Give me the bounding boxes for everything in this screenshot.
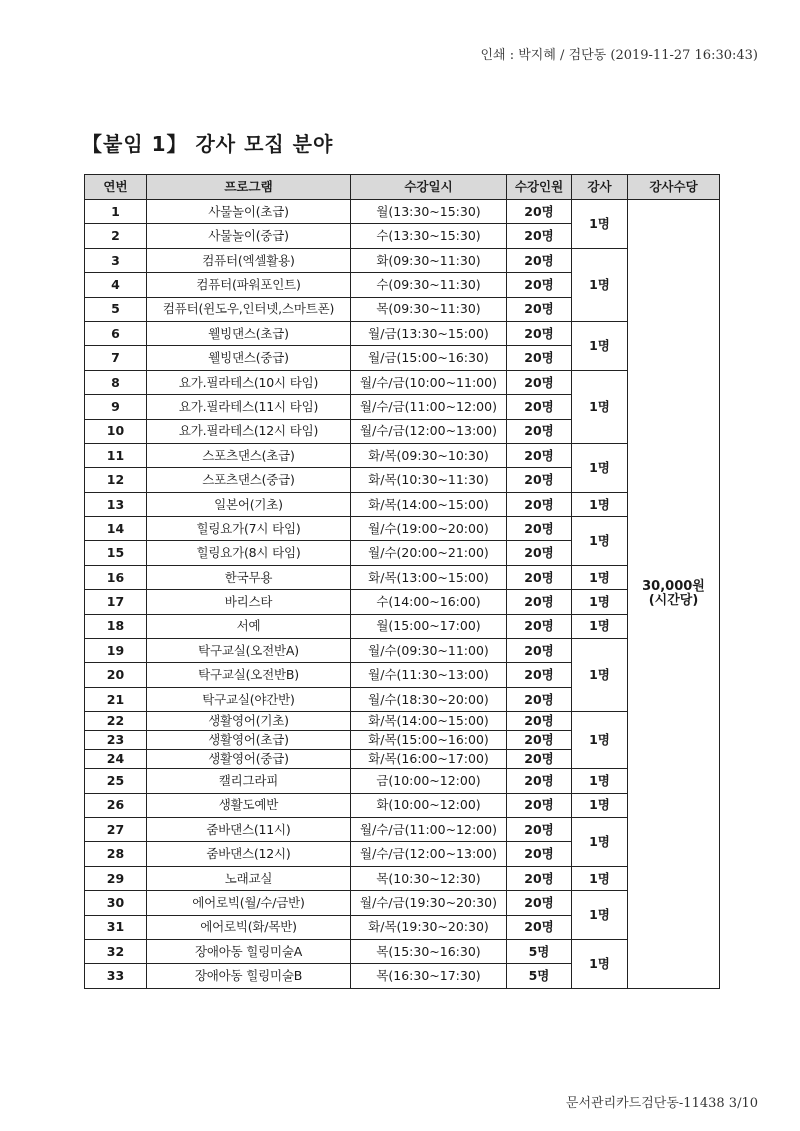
schedule-cell: 월/수(11:30~13:00) [351, 663, 507, 687]
schedule-cell: 화/목(09:30~10:30) [351, 443, 507, 467]
program-cell: 웰빙댄스(초급) [147, 321, 351, 345]
instructor-count-cell: 1명 [572, 614, 628, 638]
program-cell: 요가.필라테스(12시 타임) [147, 419, 351, 443]
program-cell: 힐링요가(8시 타임) [147, 541, 351, 565]
schedule-cell: 월/수/금(10:00~11:00) [351, 370, 507, 394]
table-header-row [85, 175, 720, 200]
schedule-cell: 월/수/금(19:30~20:30) [351, 891, 507, 915]
instructor-count-cell: 1명 [572, 866, 628, 890]
schedule-cell: 월/수(18:30~20:00) [351, 687, 507, 711]
row-number-cell: 12 [85, 468, 147, 492]
program-cell: 요가.필라테스(10시 타임) [147, 370, 351, 394]
program-cell: 생활도예반 [147, 793, 351, 817]
capacity-cell: 20명 [507, 517, 572, 541]
row-number-cell: 24 [85, 750, 147, 769]
instructor-count-cell: 1명 [572, 793, 628, 817]
program-cell: 컴퓨터(윈도우,인터넷,스마트폰) [147, 297, 351, 321]
capacity-cell: 20명 [507, 492, 572, 516]
schedule-cell: 수(14:00~16:00) [351, 590, 507, 614]
capacity-cell: 20명 [507, 769, 572, 793]
capacity-cell: 20명 [507, 224, 572, 248]
schedule-cell: 화/목(14:00~15:00) [351, 492, 507, 516]
row-number-cell: 14 [85, 517, 147, 541]
program-cell: 캘리그라피 [147, 769, 351, 793]
table-row [85, 517, 720, 541]
table-body [85, 200, 720, 989]
row-number-cell: 13 [85, 492, 147, 516]
instructor-count-cell: 1명 [572, 590, 628, 614]
capacity-cell: 20명 [507, 200, 572, 224]
capacity-cell: 20명 [507, 370, 572, 394]
program-cell: 컴퓨터(엑셀활용) [147, 248, 351, 272]
table-row [85, 639, 720, 663]
row-number-cell: 30 [85, 891, 147, 915]
header-schedule: 수강일시 [351, 175, 507, 200]
schedule-cell: 월(13:30~15:30) [351, 200, 507, 224]
table-row [85, 248, 720, 272]
capacity-cell: 20명 [507, 817, 572, 841]
row-number-cell: 10 [85, 419, 147, 443]
row-number-cell: 33 [85, 964, 147, 988]
program-cell: 생활영어(중급) [147, 750, 351, 769]
schedule-cell: 화/목(14:00~15:00) [351, 712, 507, 731]
schedule-cell: 월/수/금(12:00~13:00) [351, 842, 507, 866]
row-number-cell: 4 [85, 273, 147, 297]
header-instructor: 강사 [572, 175, 628, 200]
program-cell: 웰빙댄스(중급) [147, 346, 351, 370]
schedule-cell: 월/수(09:30~11:00) [351, 639, 507, 663]
schedule-cell: 수(13:30~15:30) [351, 224, 507, 248]
program-cell: 에어로빅(화/목반) [147, 915, 351, 939]
schedule-cell: 월/수/금(12:00~13:00) [351, 419, 507, 443]
header-program: 프로그램 [147, 175, 351, 200]
instructor-count-cell: 1명 [572, 565, 628, 589]
program-cell: 에어로빅(월/수/금반) [147, 891, 351, 915]
schedule-cell: 목(10:30~12:30) [351, 866, 507, 890]
schedule-cell: 목(16:30~17:30) [351, 964, 507, 988]
header-no: 연번 [85, 175, 147, 200]
program-cell: 탁구교실(오전반B) [147, 663, 351, 687]
capacity-cell: 20명 [507, 866, 572, 890]
table-row [85, 370, 720, 394]
schedule-cell: 월/금(13:30~15:00) [351, 321, 507, 345]
row-number-cell: 22 [85, 712, 147, 731]
capacity-cell: 20명 [507, 891, 572, 915]
schedule-cell: 화/목(10:30~11:30) [351, 468, 507, 492]
table-row [85, 565, 720, 589]
row-number-cell: 11 [85, 443, 147, 467]
instructor-count-cell: 1명 [572, 769, 628, 793]
instructor-count-cell: 1명 [572, 248, 628, 321]
schedule-cell: 수(09:30~11:30) [351, 273, 507, 297]
table-row [85, 321, 720, 345]
capacity-cell: 20명 [507, 712, 572, 731]
program-cell: 장애아동 힐링미술B [147, 964, 351, 988]
recruitment-table [84, 174, 720, 989]
program-cell: 생활영어(기초) [147, 712, 351, 731]
program-cell: 줌바댄스(11시) [147, 817, 351, 841]
schedule-cell: 월/수(19:00~20:00) [351, 517, 507, 541]
schedule-cell: 화(09:30~11:30) [351, 248, 507, 272]
table-row [85, 443, 720, 467]
capacity-cell: 20명 [507, 273, 572, 297]
table-row [85, 200, 720, 224]
header-fee: 강사수당 [628, 175, 720, 200]
schedule-cell: 월(15:00~17:00) [351, 614, 507, 638]
instructor-count-cell: 1명 [572, 891, 628, 940]
table-row [85, 590, 720, 614]
program-cell: 컴퓨터(파워포인트) [147, 273, 351, 297]
capacity-cell: 20명 [507, 915, 572, 939]
schedule-cell: 금(10:00~12:00) [351, 769, 507, 793]
table-row [85, 492, 720, 516]
capacity-cell: 20명 [507, 842, 572, 866]
program-cell: 사물놀이(초급) [147, 200, 351, 224]
row-number-cell: 20 [85, 663, 147, 687]
program-cell: 한국무용 [147, 565, 351, 589]
capacity-cell: 20명 [507, 346, 572, 370]
program-cell: 줌바댄스(12시) [147, 842, 351, 866]
program-cell: 노래교실 [147, 866, 351, 890]
row-number-cell: 32 [85, 939, 147, 963]
instructor-count-cell: 1명 [572, 443, 628, 492]
capacity-cell: 20명 [507, 750, 572, 769]
schedule-cell: 화/목(19:30~20:30) [351, 915, 507, 939]
schedule-cell: 화/목(13:00~15:00) [351, 565, 507, 589]
instructor-count-cell: 1명 [572, 639, 628, 712]
schedule-cell: 월/금(15:00~16:30) [351, 346, 507, 370]
row-number-cell: 18 [85, 614, 147, 638]
row-number-cell: 7 [85, 346, 147, 370]
row-number-cell: 8 [85, 370, 147, 394]
schedule-cell: 목(09:30~11:30) [351, 297, 507, 321]
program-cell: 탁구교실(오전반A) [147, 639, 351, 663]
schedule-cell: 목(15:30~16:30) [351, 939, 507, 963]
program-cell: 스포츠댄스(중급) [147, 468, 351, 492]
row-number-cell: 17 [85, 590, 147, 614]
row-number-cell: 9 [85, 395, 147, 419]
capacity-cell: 5명 [507, 939, 572, 963]
program-cell: 일본어(기초) [147, 492, 351, 516]
capacity-cell: 20명 [507, 793, 572, 817]
capacity-cell: 20명 [507, 565, 572, 589]
table-row [85, 817, 720, 841]
instructor-count-cell: 1명 [572, 817, 628, 866]
capacity-cell: 20명 [507, 687, 572, 711]
instructor-fee-cell [628, 200, 720, 989]
program-cell: 서예 [147, 614, 351, 638]
capacity-cell: 20명 [507, 590, 572, 614]
fee-unit: (시간당) [648, 592, 699, 608]
capacity-cell: 20명 [507, 614, 572, 638]
program-cell: 요가.필라테스(11시 타임) [147, 395, 351, 419]
page-title: 【붙임 1】 강사 모집 분야 [82, 132, 334, 156]
program-cell: 생활영어(초급) [147, 731, 351, 750]
capacity-cell: 20명 [507, 663, 572, 687]
capacity-cell: 20명 [507, 321, 572, 345]
row-number-cell: 3 [85, 248, 147, 272]
table-row [85, 614, 720, 638]
row-number-cell: 15 [85, 541, 147, 565]
row-number-cell: 28 [85, 842, 147, 866]
header-capacity: 수강인원 [507, 175, 572, 200]
row-number-cell: 29 [85, 866, 147, 890]
instructor-count-cell: 1명 [572, 712, 628, 769]
row-number-cell: 26 [85, 793, 147, 817]
program-cell: 스포츠댄스(초급) [147, 443, 351, 467]
table-row [85, 793, 720, 817]
capacity-cell: 20명 [507, 731, 572, 750]
capacity-cell: 20명 [507, 248, 572, 272]
row-number-cell: 21 [85, 687, 147, 711]
row-number-cell: 1 [85, 200, 147, 224]
row-number-cell: 19 [85, 639, 147, 663]
fee-amount: 30,000원 [642, 578, 705, 594]
capacity-cell: 20명 [507, 443, 572, 467]
print-info: 인쇄 : 박지혜 / 검단동 (2019-11-27 16:30:43) [480, 48, 758, 63]
table-row [85, 939, 720, 963]
program-cell: 힐링요가(7시 타임) [147, 517, 351, 541]
row-number-cell: 25 [85, 769, 147, 793]
row-number-cell: 5 [85, 297, 147, 321]
row-number-cell: 6 [85, 321, 147, 345]
schedule-cell: 월/수(20:00~21:00) [351, 541, 507, 565]
instructor-count-cell: 1명 [572, 492, 628, 516]
program-cell: 바리스타 [147, 590, 351, 614]
program-cell: 사물놀이(중급) [147, 224, 351, 248]
row-number-cell: 23 [85, 731, 147, 750]
capacity-cell: 20명 [507, 541, 572, 565]
schedule-cell: 화/목(15:00~16:00) [351, 731, 507, 750]
capacity-cell: 20명 [507, 297, 572, 321]
schedule-cell: 화(10:00~12:00) [351, 793, 507, 817]
table-row [85, 891, 720, 915]
row-number-cell: 16 [85, 565, 147, 589]
instructor-count-cell: 1명 [572, 370, 628, 443]
instructor-count-cell: 1명 [572, 321, 628, 370]
row-number-cell: 31 [85, 915, 147, 939]
table-row [85, 769, 720, 793]
program-cell: 탁구교실(야간반) [147, 687, 351, 711]
capacity-cell: 20명 [507, 395, 572, 419]
table-row [85, 712, 720, 731]
instructor-count-cell: 1명 [572, 200, 628, 249]
document-footer: 문서관리카드검단동-11438 3/10 [565, 1096, 758, 1111]
table-row [85, 866, 720, 890]
schedule-cell: 월/수/금(11:00~12:00) [351, 395, 507, 419]
schedule-cell: 월/수/금(11:00~12:00) [351, 817, 507, 841]
row-number-cell: 2 [85, 224, 147, 248]
capacity-cell: 20명 [507, 468, 572, 492]
capacity-cell: 20명 [507, 639, 572, 663]
row-number-cell: 27 [85, 817, 147, 841]
program-cell: 장애아동 힐링미술A [147, 939, 351, 963]
instructor-count-cell: 1명 [572, 517, 628, 566]
capacity-cell: 20명 [507, 419, 572, 443]
capacity-cell: 5명 [507, 964, 572, 988]
instructor-count-cell: 1명 [572, 939, 628, 988]
schedule-cell: 화/목(16:00~17:00) [351, 750, 507, 769]
